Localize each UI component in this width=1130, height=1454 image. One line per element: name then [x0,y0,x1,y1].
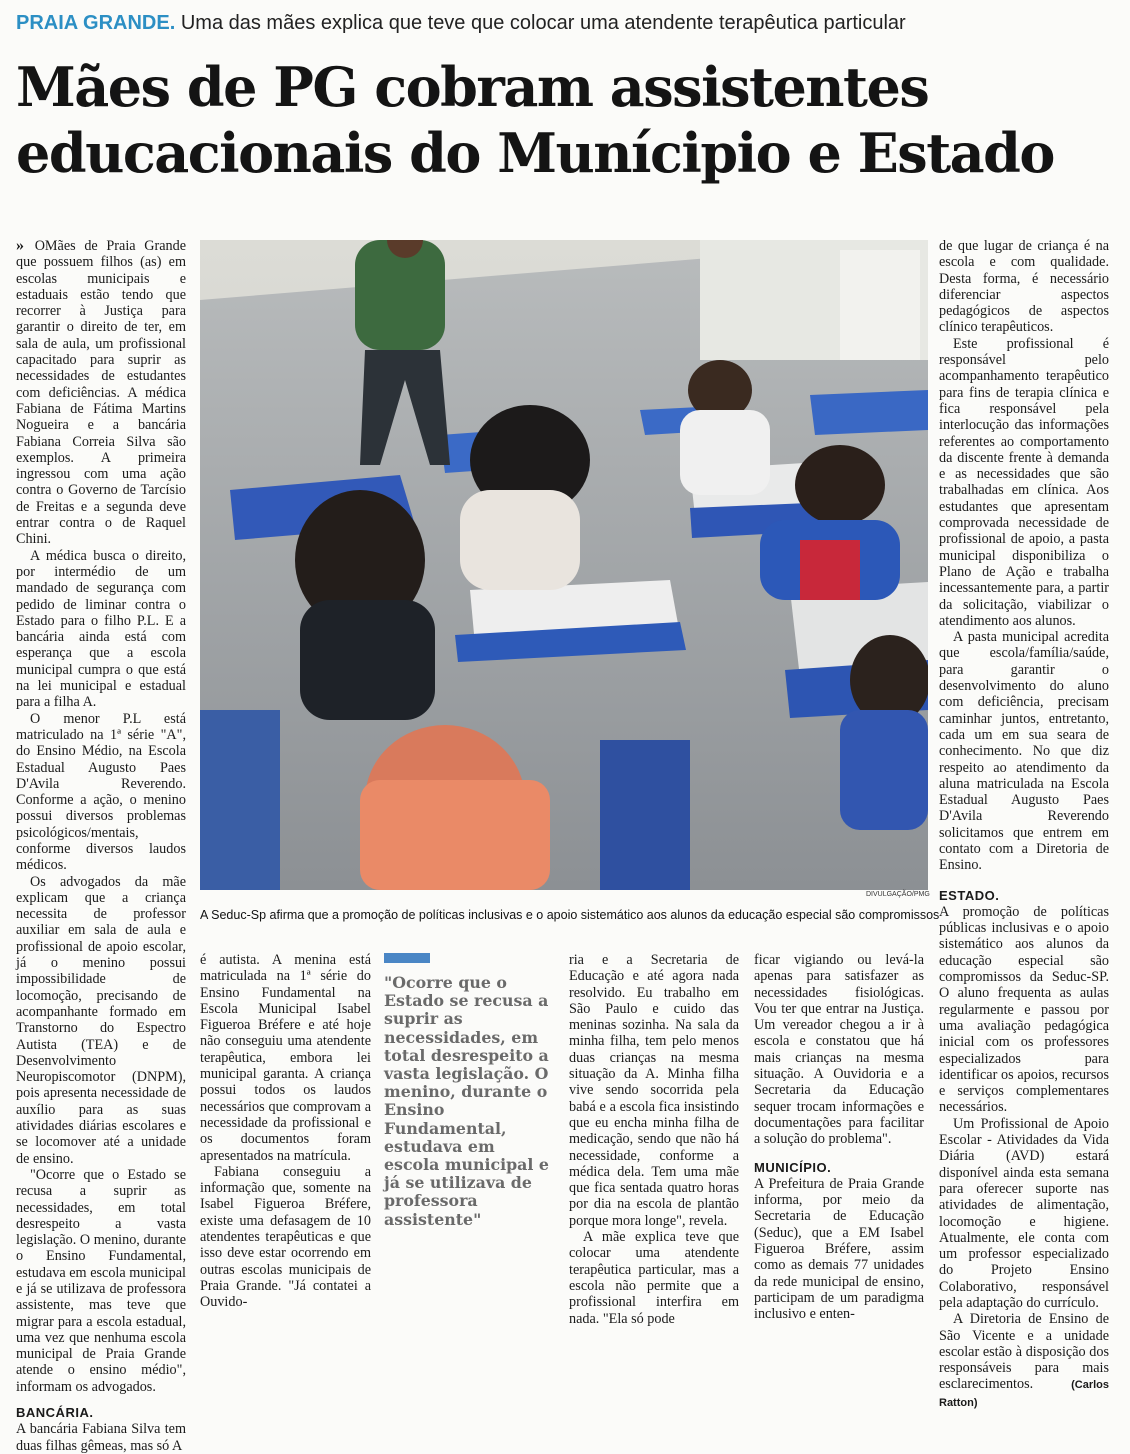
body-paragraph: A Prefeitura de Praia Grande informa, por meio da Secretaria de Educação (Seduc), que a EM Isabel Figueroa Bréfere, assim como as demais 77 unidades da rede municipal de ensino, participam de um paradigma inclusivo e enten- [754,1175,924,1323]
body-paragraph: A promoção de políticas públicas inclusivas e o apoio sistemático aos alunos da educação especial são compromissos da Seduc-SP. O aluno frequenta as aulas regularmente e passou por uma avaliação pedagógica inicial com os professores especializados para identificar os apoios, recursos e serviços complementares necessários. [939,903,1109,1116]
body-paragraph: Um Profissional de Apoio Escolar - Atividades da Vida Diária (AVD) estará disponível ainda esta semana para oferecer suporte nas atividades de alimentação, locomoção e higiene. Atualmente, ele conta com um professor especializado do Projeto Ensino Colaborativo, responsável pela adaptação do currículo. [939,1115,1109,1311]
pullquote: "Ocorre que o Estado se recusa a suprir as necessidades, em total desrespeito a vasta legislação. O menino, durante o Ensino Fundamental, estudava em escola municipal e já se utilizava de professora assistente" [384,973,549,1229]
subhead-bancaria: BANCÁRIA. [16,1405,94,1421]
body-paragraph: A mãe explica teve que colocar uma atendente terapêutica particular, mas a escola não permite que a profissional interfira em nada. "Ela só pode [569,1229,739,1327]
kicker-subtitle: Uma das mães explica que teve que colocar uma atendente terapêutica particular [180,12,906,34]
body-paragraph: A médica busca o direito, por intermédio de um mandado de segurança com pedido de liminar contra o Estado para o filho P.L. E a bancária ainda está com esperança que a escola municipal cumpra o que está na lei municipal e estadual para a filha A. [16,547,186,711]
body-paragraph: A pasta municipal acredita que escola/família/saúde, para garantir o desenvolvimento do aluno com deficiência, precisam caminhar juntos, entretanto, cada um em sua seara de conhecimento. No que diz respeito ao atendimento da aluna matriculada na Escola Estadual Augusto Paes D'Avila Reverendo solicitamos que entrem em contato com a Diretoria de Ensino. [939,629,1109,874]
body-paragraph: Este profissional é responsável pelo acompanhamento terapêutico para fins de terapia clínica e fica responsável pela interlocução das informações referentes ao comportamento da discente frente à demanda e as necessidades que são trabalhadas em clínica. Aos estudantes que apresentam comprovada necessidade de profissional de apoio, a pasta municipal disponibiliza o Plano de Ação e trabalha incessantemente para, a partir da solicitação, viabilizar o atendimento aos alunos. [939,335,1109,629]
body-paragraph: O menor P.L está matriculado na 1ª série "A", do Ensino Médio, na Escola Estadual Augusto Paes D'Avila Reverendo. Conforme a ação, o menino possui diversos problemas psicológicos/mentais, conforme diversos laudos médicos. [16,710,186,874]
lead-paragraph: » OMães de Praia Grande que possuem filhos (as) em escolas municipais e estaduais estão tendo que recorrer à Justiça para garantir o direito de ter, em sala de aula, um profissional capacitado para suprir as necessidades de estudantes com deficiências. A médica Fabiana de Fátima Martins Nogueira e a bancária Fabiana Correia Silva são exemplos. A primeira ingressou com uma ação contra o Governo de Tarcísio de Freitas e a segunda deve entrar contra o de Raquel Chini. [16,237,186,548]
subhead-estado: ESTADO. [939,887,1000,903]
classroom-photo [200,240,928,890]
section-label: PRAIA GRANDE. [16,12,176,34]
photo-caption: A Seduc-Sp afirma que a promoção de políticas inclusivas e o apoio sistemático aos alunos da educação especial são compromissos [200,908,940,922]
body-paragraph: A Diretoria de Ensino de São Vicente e a unidade escolar estão à disposição dos responsáveis para mais esclarecimentos. (Carlos Ratton) [939,1311,1109,1409]
body-paragraph: A bancária Fabiana Silva tem duas filhas gêmeas, mas só A [16,1421,186,1454]
body-paragraph: é autista. A menina está matriculada na 1ª série do Ensino Fundamental na Escola Municipal Isabel Figueroa Bréfere e até hoje não conseguiu uma atendente terapêutica, embora lei municipal garanta. A criança possui todos os laudos necessários que comprovam a necessidade da profissional e os documentos foram apresentados na matrícula. [200,952,371,1164]
lead-marker-icon: » [16,237,24,254]
body-paragraph: ria e a Secretaria de Educação e até agora nada resolvido. Eu trabalho em São Paulo e cuido das meninas sozinha. Na sala da minha filha, tem pelo menos duas crianças na mesma situação da A. Minha filha vive sendo socorrida pela babá e a escola fica insistindo que eu encha minha filha de medicação, sendo que não há necessidade, conforme a médica dela. Tem uma mãe que fica sentada quatro horas por dia na escola de plantão porque mora longe", revela. [569,952,739,1229]
body-paragraph: Os advogados da mãe explicam que a criança necessita de professor auxiliar em sala de aula e profissional de apoio escolar, já o menino possui impossibilidade de locomoção, precisando de acompanhante formado em Transtorno do Espectro Autista (TEA) e de Desenvolvimento Neuropiscomotor (DNPM), pois apresenta necessidade de auxílio para as suas atividades diárias escolares e se locomover até a unidade de ensino. [16,873,186,1167]
column-6 [939,238,1109,1411]
headline: Mães de PG cobram assistentes educacionais do Munícipio e Estado [16,55,1054,185]
subhead-municipio: MUNICÍPIO. [754,1159,832,1175]
column-5 [754,952,924,1323]
body-paragraph: "Ocorre que o Estado se recusa a suprir as necessidades, em total desrespeito a vasta legislação. O menino, durante o Ensino Fundamental, estudava em escola municipal e já se utilizava de professora assistente, mas teve que migrar para a escola estadual, uma vez que nenhuma escola municipal de Praia Grande atende o ensino médio", informam os advogados. [16,1166,186,1395]
column-4 [569,952,739,1327]
body-paragraph: ficar vigiando ou levá-la apenas para satisfazer as necessidades fisiológicas. Vou ter que entrar na Justiça. Um vereador chegou a ir à escola e constatou que há mais crianças na mesma situação. A Ouvidoria e a Secretaria da Educação sequer trocam informações e documentações para facilitar a solução do problema". [754,952,924,1148]
column-2 [200,952,371,1311]
column-1 [16,238,186,1454]
body-paragraph: Fabiana conseguiu a informação que, somente na Isabel Figueroa Bréfere, existe uma defasagem de 10 atendentes terapêuticas e que isso deve estar ocorrendo em outras escolas municipais de Praia Grande. "Já contatei a Ouvido- [200,1163,371,1311]
kicker [16,12,906,35]
byline: (Carlos Ratton) [939,1379,1109,1409]
photo-credit: DIVULGAÇÃO/PMG [866,891,930,898]
body-paragraph: de que lugar de criança é na escola e com qualidade. Desta forma, é necessário diferenciar aspectos pedagógicos de aspectos clínico terapêuticos. [939,238,1109,336]
pullquote-bar [384,953,430,963]
